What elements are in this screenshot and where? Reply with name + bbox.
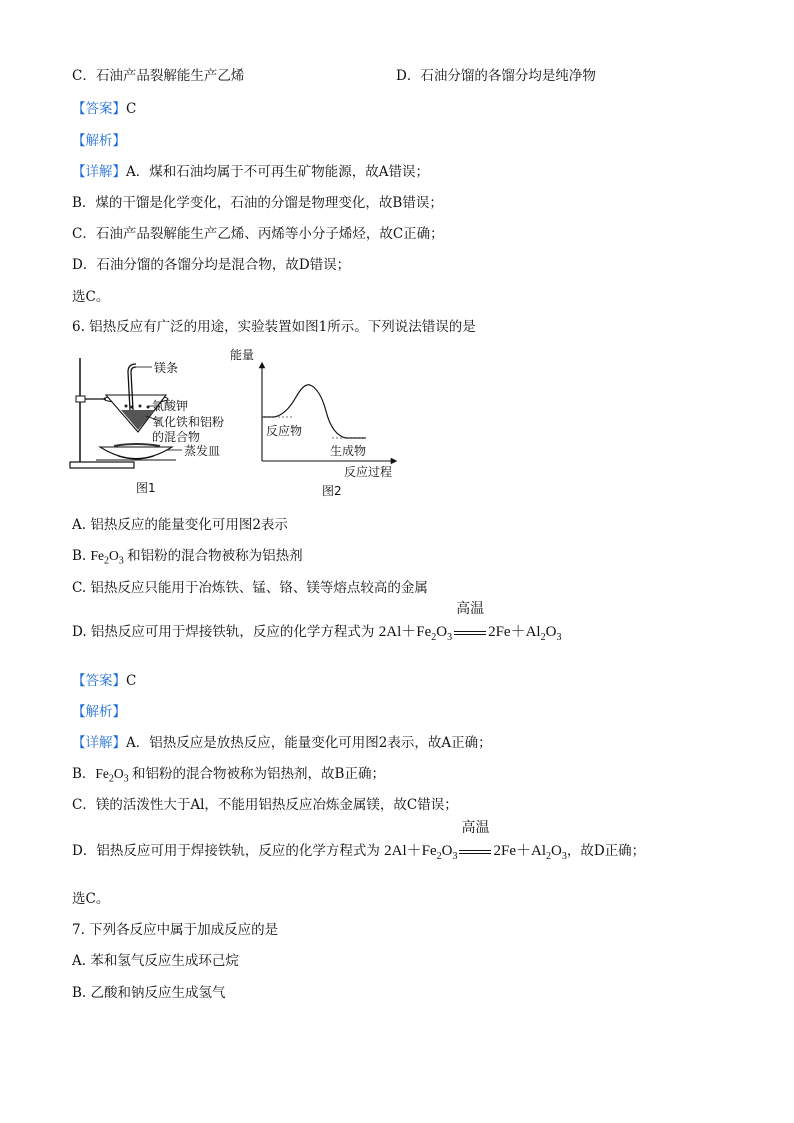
q6-detail-d [72, 821, 646, 867]
label-kclo3: 氯酸钾 [152, 399, 189, 413]
label-magnesium: 镁条 [154, 361, 179, 375]
q5-analysis-tag: 【解析】 [72, 133, 126, 149]
label-mixture-1: 氧化铁和铝粉 [152, 415, 225, 429]
detail-d-tail: ，故D正确； [566, 843, 646, 859]
q6-detail-b [72, 764, 385, 790]
q5-detail-a [72, 162, 429, 182]
detail-b-text: 和铝粉的混合物被称为铝热剂，故B正确； [132, 766, 385, 782]
detail-d-text: D．铝热反应可用于焊接铁轨，反应的化学方程式为 [72, 843, 380, 859]
q5-conclusion: 选C。 [72, 289, 110, 305]
figure-1-apparatus [66, 350, 246, 500]
y-axis-label: 能量 [230, 348, 255, 362]
equation-option-d: $2Al+Fe_2O_3$ 高温 $2Fe+Al_2O_3$ [378, 602, 562, 643]
label-mixture-2: 的混合物 [152, 430, 201, 444]
q5-answer [72, 99, 136, 119]
detail-tag: 【详解】 [72, 735, 126, 751]
q6-detail-a [72, 733, 492, 753]
q5-option-d: D．石油分馏的各馏分均是纯净物 [396, 68, 596, 84]
option-d-text: D. 铝热反应可用于焊接铁轨，反应的化学方程式为 [72, 624, 375, 640]
reactant-label: 反应物 [266, 424, 303, 438]
q6-option-d [72, 602, 562, 648]
detail-a-text: A．铝热反应是放热反应，能量变化可用图2表示，故A正确； [126, 735, 492, 751]
figure-2-energy-diagram [226, 345, 406, 500]
mixture [121, 410, 155, 430]
detail-a-text: A．煤和石油均属于不可再生矿物能源，故A错误； [126, 164, 429, 180]
q6-answer [72, 671, 136, 691]
detail-b-letter: B． [72, 766, 96, 782]
formula-fe2o3: $Fe_2O_3$ [95, 766, 129, 785]
q6-detail-c: C．镁的活泼性大于Al，不能用铝热反应冶炼金属镁，故C错误； [72, 797, 458, 813]
q6-option-c: C. 铝热反应只能用于冶炼铁、锰、铬、镁等熔点较高的金属 [72, 580, 428, 596]
q7-option-b: B. 乙酸和钠反应生成氢气 [72, 985, 226, 1001]
q6-analysis-tag: 【解析】 [72, 704, 126, 720]
figure-2-caption: 图2 [322, 484, 342, 498]
answer-value: C [126, 101, 137, 117]
q7-stem: 7. 下列各反应中属于加成反应的是 [72, 922, 279, 938]
product-label: 生成物 [330, 444, 367, 458]
answer-value: C [126, 673, 137, 689]
detail-tag: 【详解】 [72, 164, 126, 180]
q6-option-a: A. 铝热反应的能量变化可用图2表示 [72, 517, 288, 533]
label-dish: 蒸发皿 [184, 444, 221, 458]
option-b-text: 和铝粉的混合物被称为铝热剂 [127, 548, 303, 564]
clamp [76, 396, 85, 402]
answer-tag: 【答案】 [72, 673, 126, 689]
x-axis-label: 反应过程 [344, 465, 393, 479]
evaporating-dish [100, 447, 172, 459]
equation-detail-d: $2Al+Fe_2O_3$ 高温 $2Fe+Al_2O_3$ [384, 821, 567, 862]
reaction-condition: 高温 [461, 821, 490, 836]
q6-conclusion: 选C。 [72, 891, 110, 907]
q6-option-b [72, 546, 303, 572]
q5-detail-d: D．石油分馏的各馏分均是混合物，故D错误； [72, 257, 351, 273]
q5-detail-c: C．石油产品裂解能生产乙烯、丙烯等小分子烯烃，故C正确； [72, 226, 444, 242]
figure-1-caption: 图1 [136, 481, 156, 495]
answer-tag: 【答案】 [72, 101, 126, 117]
q5-detail-b: B．煤的干馏是化学变化，石油的分馏是物理变化，故B错误； [72, 195, 443, 211]
q7-option-a: A. 苯和氢气反应生成环己烷 [72, 953, 239, 969]
q6-stem: 6. 铝热反应有广泛的用途，实验装置如图1所示。下列说法错误的是 [72, 319, 476, 335]
option-b-letter: B. [72, 548, 91, 564]
formula-fe2o3: $Fe_2O_3$ [90, 548, 124, 567]
q5-option-c: C．石油产品裂解能生产乙烯 [72, 68, 245, 84]
reaction-condition: 高温 [456, 602, 485, 617]
stand-base [70, 462, 134, 468]
